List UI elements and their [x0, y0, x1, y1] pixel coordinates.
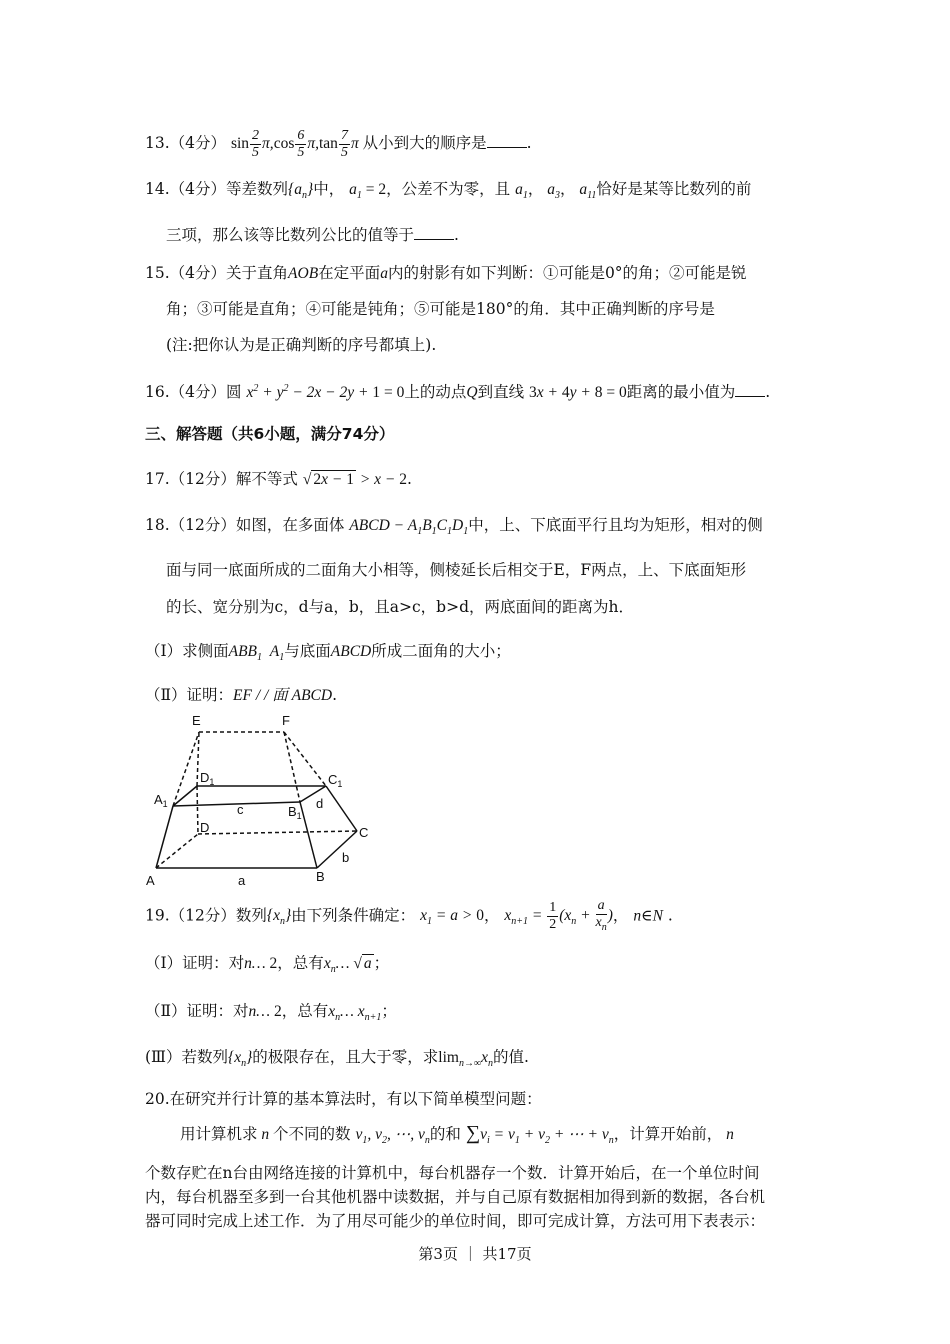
q15-text: 在定平面	[318, 264, 381, 282]
q19-text: 由下列条件确定：	[291, 906, 416, 925]
q18-part1	[145, 640, 511, 669]
q20-line1	[145, 1088, 542, 1110]
q19-text: ，总有	[277, 954, 324, 972]
q16-circle-eq: $x^2 + y^2 - 2x - 2y + 1 = 0$	[246, 383, 405, 402]
q18-face: $ABB_1$ $A_1$	[228, 643, 285, 664]
q19-part1: （Ⅰ）证明：对n… 2，总有$x_n\dots$ √ a ；	[145, 954, 390, 976]
q19-recurrence: $x_{n+1}$ = $\frac{1}{2}$ ($x_n$ + $\frac{a}{x_n}$ )	[504, 898, 613, 933]
q13-text: 从小到大的顺序是	[362, 134, 487, 153]
q19-part2: （Ⅱ）证明：对n… 2，总有$x_n\dots$ $x_{n+1}$；	[145, 1002, 397, 1024]
q14-text: 等差数列	[226, 180, 289, 198]
q18-line2: 面与同一底面所成的二面角大小相等，侧棱延长后相交于E，F两点，上、下底面矩形	[166, 561, 747, 579]
q18-base: ABCD	[330, 643, 372, 660]
q18-line3: 的长、宽分别为c，d与a，b，且a>c，b>d，两底面间的距离为h．	[166, 598, 634, 616]
q19-text: （Ⅰ）证明：对	[145, 954, 245, 972]
q14-line2	[166, 224, 459, 246]
label-C1: $C_1$	[328, 772, 343, 789]
q14-line1	[145, 178, 751, 207]
q15-line2	[166, 298, 715, 320]
q19-domain: n∈N	[633, 907, 663, 925]
q19-text: ，	[612, 906, 629, 925]
q19-text: ，总有	[281, 1002, 329, 1020]
q16-number: 16.（4分）	[145, 383, 227, 402]
q15-text: 关于直角	[226, 264, 289, 282]
edge-DC	[198, 831, 357, 834]
edge-FB1	[284, 732, 300, 802]
q15-alpha: a	[380, 265, 388, 282]
q16-q: Q	[466, 384, 478, 402]
q19-claim1: $x_n\dots$ √ a	[323, 955, 372, 976]
label-F: F	[282, 713, 290, 728]
q15-text: 角；③可能是直角；④可能是钝角；⑤可能是180°的角．其中正确判断的序号是	[166, 300, 715, 318]
q18-end: .	[332, 686, 338, 704]
q19-text: 的值.	[493, 1048, 529, 1066]
label-a: a	[238, 873, 246, 888]
q16-text: 距离的最小值为	[626, 383, 736, 402]
q20-line5: 器可同时完成上述工作．为了用尽可能少的单位时间，即可完成计算，方法可用下表表示：	[145, 1212, 766, 1230]
q17-end: .	[407, 470, 412, 488]
q19-seq: $\{x_n\}$	[228, 1049, 253, 1070]
q15-text: 内的射影有如下判断：①可能是0°的角；②可能是锐	[387, 264, 747, 282]
q20-sum: $\sum v_i = v_1 + v_2$ + ⋯ + $v_n$	[465, 1122, 614, 1147]
q14-seq: $\{a_n\}$	[288, 181, 314, 202]
q19-limit: $\lim_{n\to\infty}x_n$	[438, 1049, 493, 1070]
q15-number: 15.（4分）	[145, 264, 227, 282]
q20-values: $v_1$, $v_2$, ⋯, $v_n$	[355, 1126, 430, 1147]
answer-blank	[487, 133, 527, 148]
q19-part3	[145, 1046, 529, 1075]
q15-line1	[145, 262, 747, 285]
label-B: B	[316, 869, 325, 884]
q18-text: 与底面	[284, 642, 331, 660]
q17-inequality: √ 2x − 1 > x − 2	[302, 471, 407, 488]
page-footer: 第3页 ｜ 共17页	[418, 1245, 532, 1263]
q19-text: 数列	[235, 906, 267, 925]
section-heading: 三、解答题（共6小题，满分74分）	[145, 425, 395, 443]
q13-line	[145, 128, 532, 161]
q18-text: （Ⅱ）证明：	[145, 686, 234, 704]
q19-text: （Ⅱ）证明：对	[145, 1002, 249, 1020]
q18-number: 18.（12分）	[145, 516, 236, 534]
q20-text: 在研究并行计算的基本算法时，有以下简单模型问题：	[169, 1090, 542, 1108]
q20-number: 20.	[145, 1090, 170, 1108]
q20-line3: 个数存贮在n台由网络连接的计算机中，每台机器存一个数．计算开始后，在一个单位时间	[145, 1164, 760, 1182]
q19-line1: 19.（12分）数列$\{x_n\}$由下列条件确定： $x_1 = a > 0$， $x_{n+1}$ = $\frac{1}{2}$ ($x_n$ + $\frac{a}{x_n}$ )， n∈N .	[145, 898, 673, 933]
q14-text: 中，	[313, 180, 345, 198]
q15-text: (注:把你认为是正确判断的序号都填上).	[166, 336, 437, 354]
q20-line4: 内，每台机器至多到一台其他机器中读数据，并与自己原有数据相加得到新的数据，各台机	[145, 1188, 766, 1206]
q19-claim2: $x_n\dots$ $x_{n+1}$	[328, 1003, 382, 1024]
q16-line-eq: 3x + 4y + 8 = 0	[529, 384, 627, 402]
label-A: A	[146, 873, 155, 888]
q15-line3	[166, 334, 436, 356]
q20-text: 的和	[429, 1125, 461, 1143]
label-b: b	[342, 850, 350, 865]
q20-text: 用计算机求	[180, 1125, 258, 1143]
q19-text: 的极限存在，且大于零，求	[252, 1048, 439, 1066]
edge-FC1	[284, 732, 326, 786]
label-c: c	[237, 802, 244, 817]
edge-D1E	[197, 732, 199, 786]
label-E: E	[192, 713, 201, 728]
q18-text: 所成二面角的大小；	[371, 642, 511, 660]
answer-blank	[735, 382, 765, 397]
q16-line	[145, 378, 770, 404]
q16-text: 圆	[226, 383, 242, 402]
q18-text: 中，上、下底面平行且均为矩形，相对的侧	[468, 516, 763, 534]
label-d: d	[316, 796, 324, 811]
q19-text: (Ⅲ）若数列	[145, 1048, 228, 1066]
q13-expression: sin $\frac{2}{5}$ π,cos $\frac{6}{5}$ π,tan $\frac{7}{5}$ π	[230, 128, 363, 160]
q18-line1	[145, 514, 763, 543]
edge-AA1	[156, 806, 173, 868]
q14-a1: $a_1 = 2$	[349, 181, 387, 202]
q13-end: .	[526, 134, 532, 153]
label-C: C	[359, 825, 369, 840]
q17-number: 17.（12分）	[145, 470, 236, 488]
q19-cond: n… 2	[244, 955, 278, 972]
edge-AD	[156, 834, 198, 868]
q16-text: 到直线	[477, 383, 525, 402]
q18-text: 如图，在多面体	[235, 516, 345, 534]
q20-n: n	[257, 1126, 274, 1143]
edge-CC1	[326, 786, 357, 831]
q14-end: .	[454, 226, 459, 244]
q19-seq: $\{x_n\}$	[266, 907, 292, 928]
q13-number: 13.（4分）	[145, 134, 227, 153]
q18-ef-parallel: EF / / 面 ABCD	[233, 687, 333, 704]
q18-polyhedron: ABCD − $A_1B_1C_1D_1$	[349, 517, 469, 538]
q20-text: 个不同的数	[273, 1125, 351, 1143]
label-D: D	[200, 820, 210, 835]
q17-text: 解不等式	[235, 470, 298, 488]
q14-text: ，公差不为零，且	[386, 180, 511, 198]
q16-text: 上的动点	[404, 383, 467, 402]
q20-line2: 用计算机求 n 个不同的数 $v_1$, $v_2$, ⋯, $v_n$的和 $\sum v_i = v_1 + v_2$ + ⋯ + $v_n$，计算开始前， n	[180, 1122, 734, 1147]
q16-end: .	[765, 383, 771, 402]
q17-line	[145, 468, 412, 491]
q19-cond: n… 2	[248, 1003, 282, 1020]
label-B1: $B_1$	[288, 804, 302, 821]
q20-text: ，计算开始前，	[613, 1125, 723, 1143]
q15-aob: AOB	[288, 265, 319, 282]
q14-number: 14.（4分）	[145, 180, 227, 198]
q14-terms: $a_1$， $a_3$， $a_{11}$	[515, 181, 597, 202]
label-A1: $A_1$	[154, 792, 168, 809]
q19-text: ，	[483, 906, 500, 925]
edge-D1D	[197, 786, 198, 834]
q19-number: 19.（12分）	[145, 906, 236, 925]
label-D1: $D_1$	[200, 770, 215, 787]
q18-text: （Ⅰ）求侧面	[145, 642, 229, 660]
polyhedron-figure	[140, 710, 380, 890]
answer-blank	[414, 225, 454, 240]
edge-BC	[317, 831, 357, 868]
edge-BB1	[300, 802, 317, 868]
q19-x1: $x_1 = a > 0$	[420, 907, 484, 928]
q14-text: 恰好是某等比数列的前	[596, 180, 752, 198]
q18-part2	[145, 684, 337, 707]
q14-text: 三项，那么该等比数列公比的值等于	[166, 226, 415, 244]
